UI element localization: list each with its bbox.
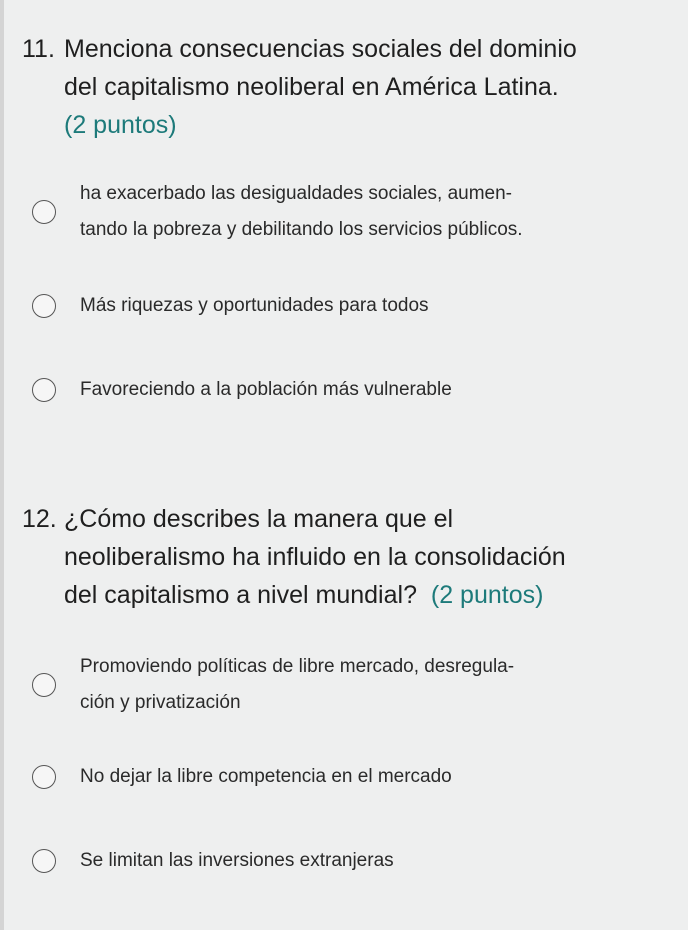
option-label: Favoreciendo a la población más vulnerable — [80, 379, 452, 400]
question-11-points: (2 puntos) — [64, 111, 177, 139]
option-label: Se limitan las inversiones extranjeras — [80, 850, 394, 871]
left-margin-rule — [0, 0, 4, 930]
question-12-title-line2: neoliberalismo ha influido en la consolidación — [64, 543, 566, 571]
radio-button-icon[interactable] — [32, 200, 56, 224]
radio-button-icon[interactable] — [32, 378, 56, 402]
question-12-title — [22, 500, 672, 538]
question-12-title-line3: del capitalismo a nivel mundial? (2 puntos) — [64, 581, 544, 609]
question-11-number: 11. — [22, 35, 55, 63]
question-11-title-line2: del capitalismo neoliberal en América Latina. — [64, 73, 559, 101]
question-12 — [22, 500, 672, 614]
option-label: No dejar la libre competencia en el mercado — [80, 766, 452, 787]
question-11-option-1[interactable] — [32, 176, 672, 248]
question-11 — [22, 30, 672, 144]
radio-button-icon[interactable] — [32, 673, 56, 697]
question-11-title-line1: Menciona consecuencias sociales del dominio — [64, 35, 577, 63]
question-12-option-2[interactable] — [32, 759, 672, 795]
question-12-points: (2 puntos) — [430, 581, 544, 609]
radio-button-icon[interactable] — [32, 765, 56, 789]
option-label: ha exacerbado las desigualdades sociales, aumen- tando la pobreza y debilitando los servicios públicos. — [80, 183, 523, 240]
radio-button-icon[interactable] — [32, 849, 56, 873]
radio-button-icon[interactable] — [32, 294, 56, 318]
option-label: Promoviendo políticas de libre mercado, desregula- ción y privatización — [80, 656, 515, 713]
question-11-option-2[interactable] — [32, 288, 672, 324]
question-11-title — [22, 30, 672, 68]
option-label: Más riquezas y oportunidades para todos — [80, 295, 429, 316]
question-11-option-3[interactable] — [32, 372, 672, 408]
question-12-option-1[interactable] — [32, 649, 672, 721]
question-12-number: 12. — [22, 505, 57, 533]
question-12-option-3[interactable] — [32, 843, 672, 879]
question-12-title-line1: ¿Cómo describes la manera que el — [64, 505, 454, 533]
